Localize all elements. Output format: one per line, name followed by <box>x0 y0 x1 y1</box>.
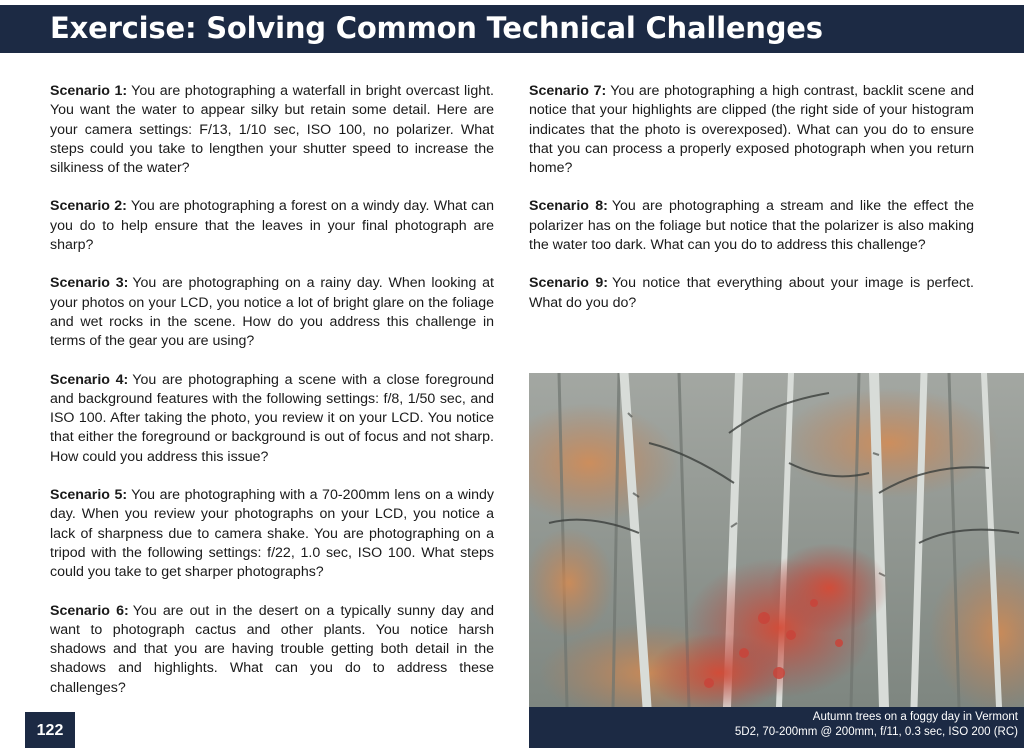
scenario-label: Scenario 2: <box>50 198 127 215</box>
scenario-5 <box>50 486 494 582</box>
scenario-6 <box>50 602 494 698</box>
photo-caption <box>529 707 1024 748</box>
page-title: Exercise: Solving Common Technical Challenges <box>50 11 823 45</box>
page-number: 122 <box>25 712 75 748</box>
scenario-text: You are photographing a stream and like the effect the polarizer has on the foliage but notice that the polarizer is also making the water too dark. What can you do to address this challenge? <box>529 198 974 254</box>
scenario-label: Scenario 8: <box>529 198 608 215</box>
scenario-7 <box>529 82 974 178</box>
right-column <box>529 82 974 332</box>
title-banner <box>0 5 1024 53</box>
scenario-text: You are out in the desert on a typically sunny day and want to photograph cactus and other plants. You notice harsh shadows and that you are having trouble getting both detail in the shadows and highlights. What can you do to address these challenges? <box>50 602 494 696</box>
scenario-3 <box>50 274 494 351</box>
scenario-8 <box>529 197 974 255</box>
scenario-label: Scenario 7: <box>529 83 607 99</box>
scenario-4 <box>50 371 494 467</box>
scenario-9 <box>529 274 974 313</box>
scenario-label: Scenario 4: <box>50 371 129 388</box>
scenario-text: You are photographing on a rainy day. When looking at your photos on your LCD, you notice a lot of bright glare on the foliage and wet rocks in the scene. How do you address this challenge in terms of the gear you are using? <box>50 275 494 350</box>
scenario-text: You notice that everything about your image is perfect. What do you do? <box>529 275 974 311</box>
caption-settings: 5D2, 70-200mm @ 200mm, f/11, 0.3 sec, ISO 200 (RC) <box>734 726 1018 738</box>
scenario-text: You are photographing a forest on a windy day. What can you do to help ensure that the leaves in your final photograph are sharp? <box>50 198 494 254</box>
caption-title: Autumn trees on a foggy day in Vermont <box>812 711 1018 723</box>
scenario-label: Scenario 5: <box>50 487 128 504</box>
autumn-forest-photo <box>529 373 1024 707</box>
scenario-text: You are photographing a scene with a close foreground and background features with the following settings: f/8, 1/50 sec, and ISO 100. After taking the photo, you review it on your LCD. You notice that either the foreground or background is out of focus and not sharp. How could you address this issue? <box>50 371 494 465</box>
scenario-text: You are photographing a high contrast, backlit scene and notice that your highlights are clipped (the right side of your histogram indicates that the photo is overexposed). What can you do to ensure that you can process a properly exposed photograph when you return home? <box>529 83 974 177</box>
scenario-label: Scenario 6: <box>50 602 129 619</box>
scenario-1 <box>50 82 494 178</box>
left-column <box>50 82 494 717</box>
scenario-label: Scenario 9: <box>529 275 609 292</box>
scenario-text: You are photographing a waterfall in bright overcast light. You want the water to appear silky but retain some detail. Here are your camera settings: F/13, 1/10 sec, ISO 100, no polarizer. What steps could you take to lengthen your shutter speed to increase the silkiness of the water? <box>50 83 494 177</box>
scenario-label: Scenario 3: <box>50 275 129 292</box>
scenario-2 <box>50 197 494 255</box>
scenario-text: You are photographing with a 70-200mm lens on a windy day. When you review your photographs on your LCD, you notice a lack of sharpness due to camera shake. You are photographing on a tripod with the following settings: f/22, 1.0 sec, ISO 100. What steps could you take to get sharper photographs? <box>50 487 494 581</box>
scenario-label: Scenario 1: <box>50 83 128 99</box>
